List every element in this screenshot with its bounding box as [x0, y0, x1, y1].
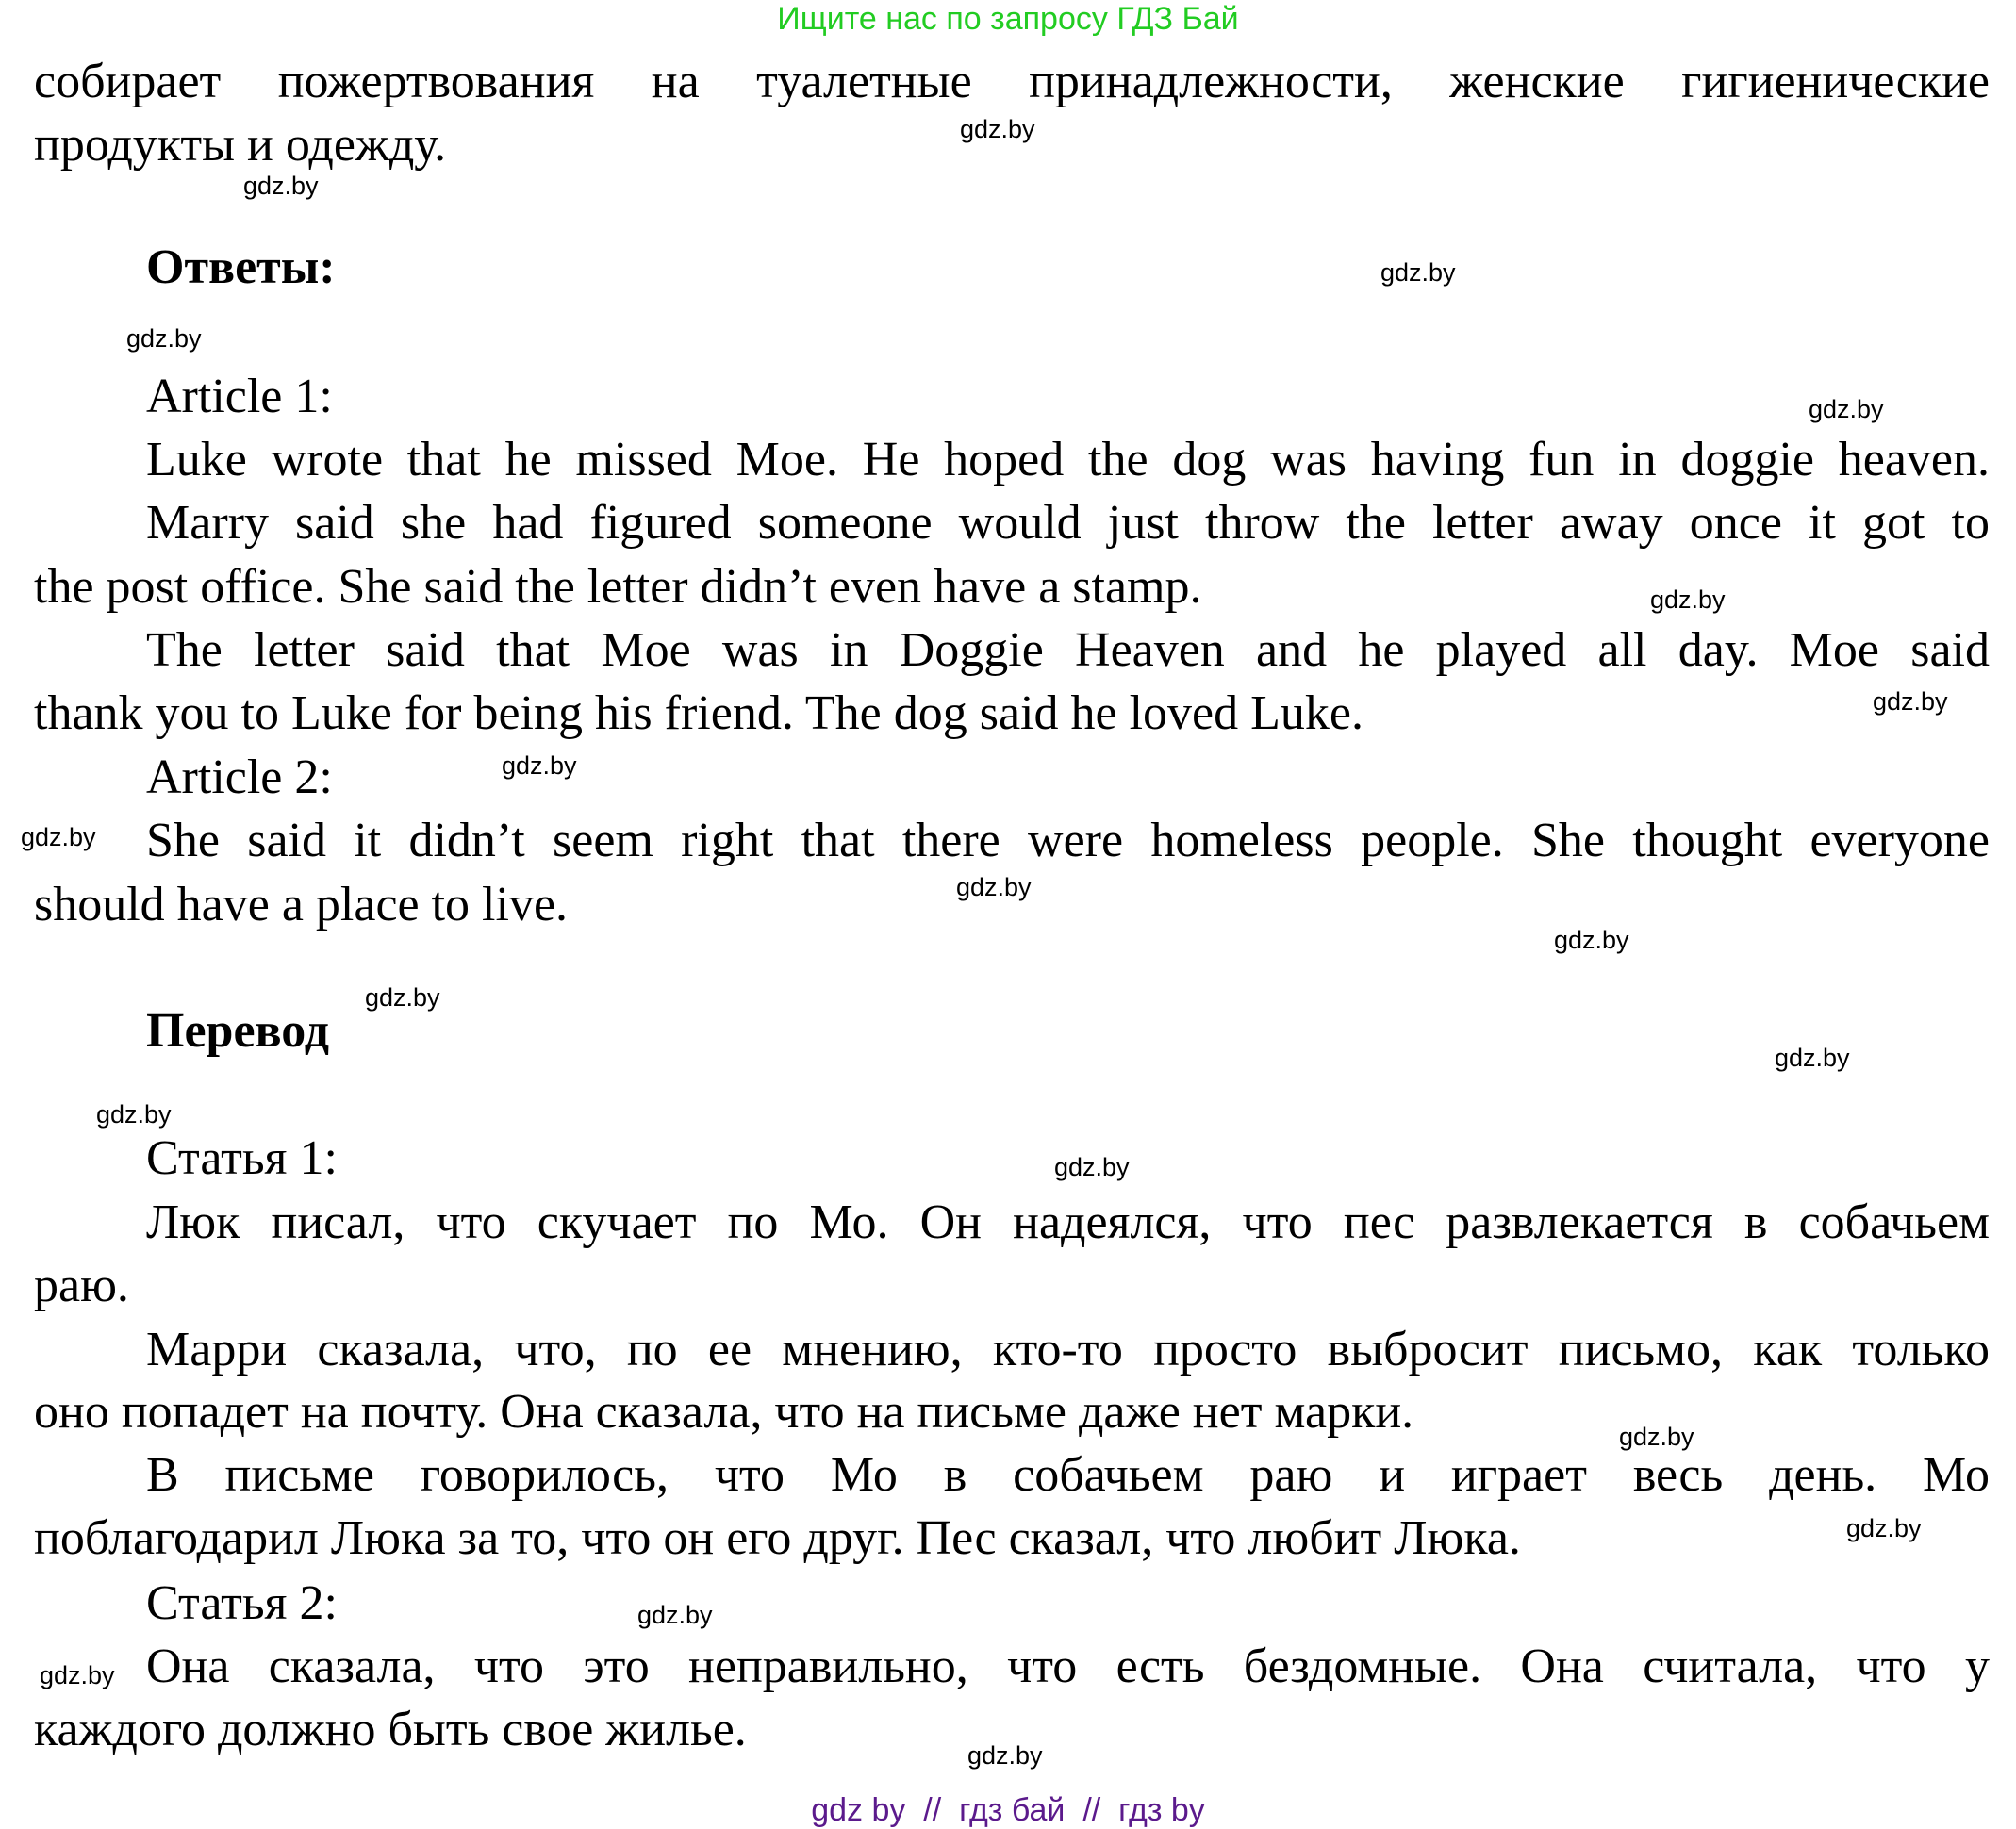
- watermark: gdz.by: [1846, 1514, 1922, 1542]
- watermark: gdz.by: [1554, 926, 1629, 954]
- section-heading-answers: Ответы:: [146, 240, 336, 294]
- watermark: gdz.by: [21, 823, 96, 851]
- article-heading: Article 2:: [146, 750, 333, 804]
- watermark: gdz.by: [1809, 395, 1884, 423]
- watermark: gdz.by: [96, 1100, 172, 1129]
- watermark: gdz.by: [502, 751, 577, 780]
- article-heading: Статья 2:: [146, 1576, 338, 1630]
- section-heading-translation: Перевод: [146, 1004, 330, 1058]
- watermark: gdz.by: [1873, 687, 1948, 716]
- text-line: Luke wrote that he missed Moe. He hoped the dog was having fun in doggie heaven.: [146, 433, 1990, 486]
- watermark: gdz.by: [243, 172, 319, 200]
- text-line: Она сказала, что это неправильно, что есть бездомные. Она считала, что у: [146, 1640, 1990, 1693]
- text-line: She said it didn’t seem right that there were homeless people. She thought everyone: [146, 814, 1990, 867]
- watermark: gdz.by: [960, 115, 1035, 143]
- watermark: gdz.by: [1380, 258, 1456, 287]
- watermark: gdz.by: [956, 873, 1032, 901]
- text-line: should have a place to live.: [34, 878, 569, 931]
- site-banner: Ищите нас по запросу ГДЗ Бай: [777, 1, 1239, 37]
- text-line: оно попадет на почту. Она сказала, что на письме даже нет марки.: [34, 1385, 1414, 1439]
- text-line: thank you to Luke for being his friend. The dog said he loved Luke.: [34, 686, 1363, 740]
- watermark: gdz.by: [1650, 585, 1726, 614]
- watermark: gdz.by: [1619, 1423, 1694, 1451]
- text-line: продукты и одежду.: [34, 118, 447, 172]
- text-line: the post office. She said the letter didn’t even have a stamp.: [34, 560, 1202, 614]
- text-line: The letter said that Moe was in Doggie Heaven and he played all day. Moe said: [146, 623, 1990, 677]
- watermark: gdz.by: [126, 324, 202, 353]
- watermark: gdz.by: [637, 1601, 713, 1629]
- text-line: собирает пожертвования на туалетные принадлежности, женские гигиенические: [34, 55, 1990, 108]
- watermark: gdz.by: [365, 983, 440, 1012]
- watermark: gdz.by: [1054, 1153, 1130, 1181]
- site-footer: gdz by // гдз бай // гдз by: [811, 1792, 1205, 1828]
- article-heading: Статья 1:: [146, 1131, 338, 1185]
- text-line: каждого должно быть свое жилье.: [34, 1703, 747, 1756]
- text-line: Marry said she had figured someone would just throw the letter away once it got to: [146, 496, 1990, 550]
- watermark: gdz.by: [1775, 1044, 1850, 1072]
- watermark: gdz.by: [40, 1661, 115, 1689]
- text-line: В письме говорилось, что Мо в собачьем раю и играет весь день. Мо: [146, 1448, 1990, 1502]
- text-line: поблагодарил Люка за то, что он его друг. Пес сказал, что любит Люка.: [34, 1511, 1521, 1565]
- text-line: Марри сказала, что, по ее мнению, кто-то просто выбросит письмо, как только: [146, 1323, 1990, 1376]
- text-line: Люк писал, что скучает по Мо. Он надеялся, что пес развлекается в собачьем: [146, 1195, 1990, 1249]
- text-line: раю.: [34, 1259, 129, 1312]
- article-heading: Article 1:: [146, 370, 333, 423]
- watermark: gdz.by: [967, 1741, 1043, 1770]
